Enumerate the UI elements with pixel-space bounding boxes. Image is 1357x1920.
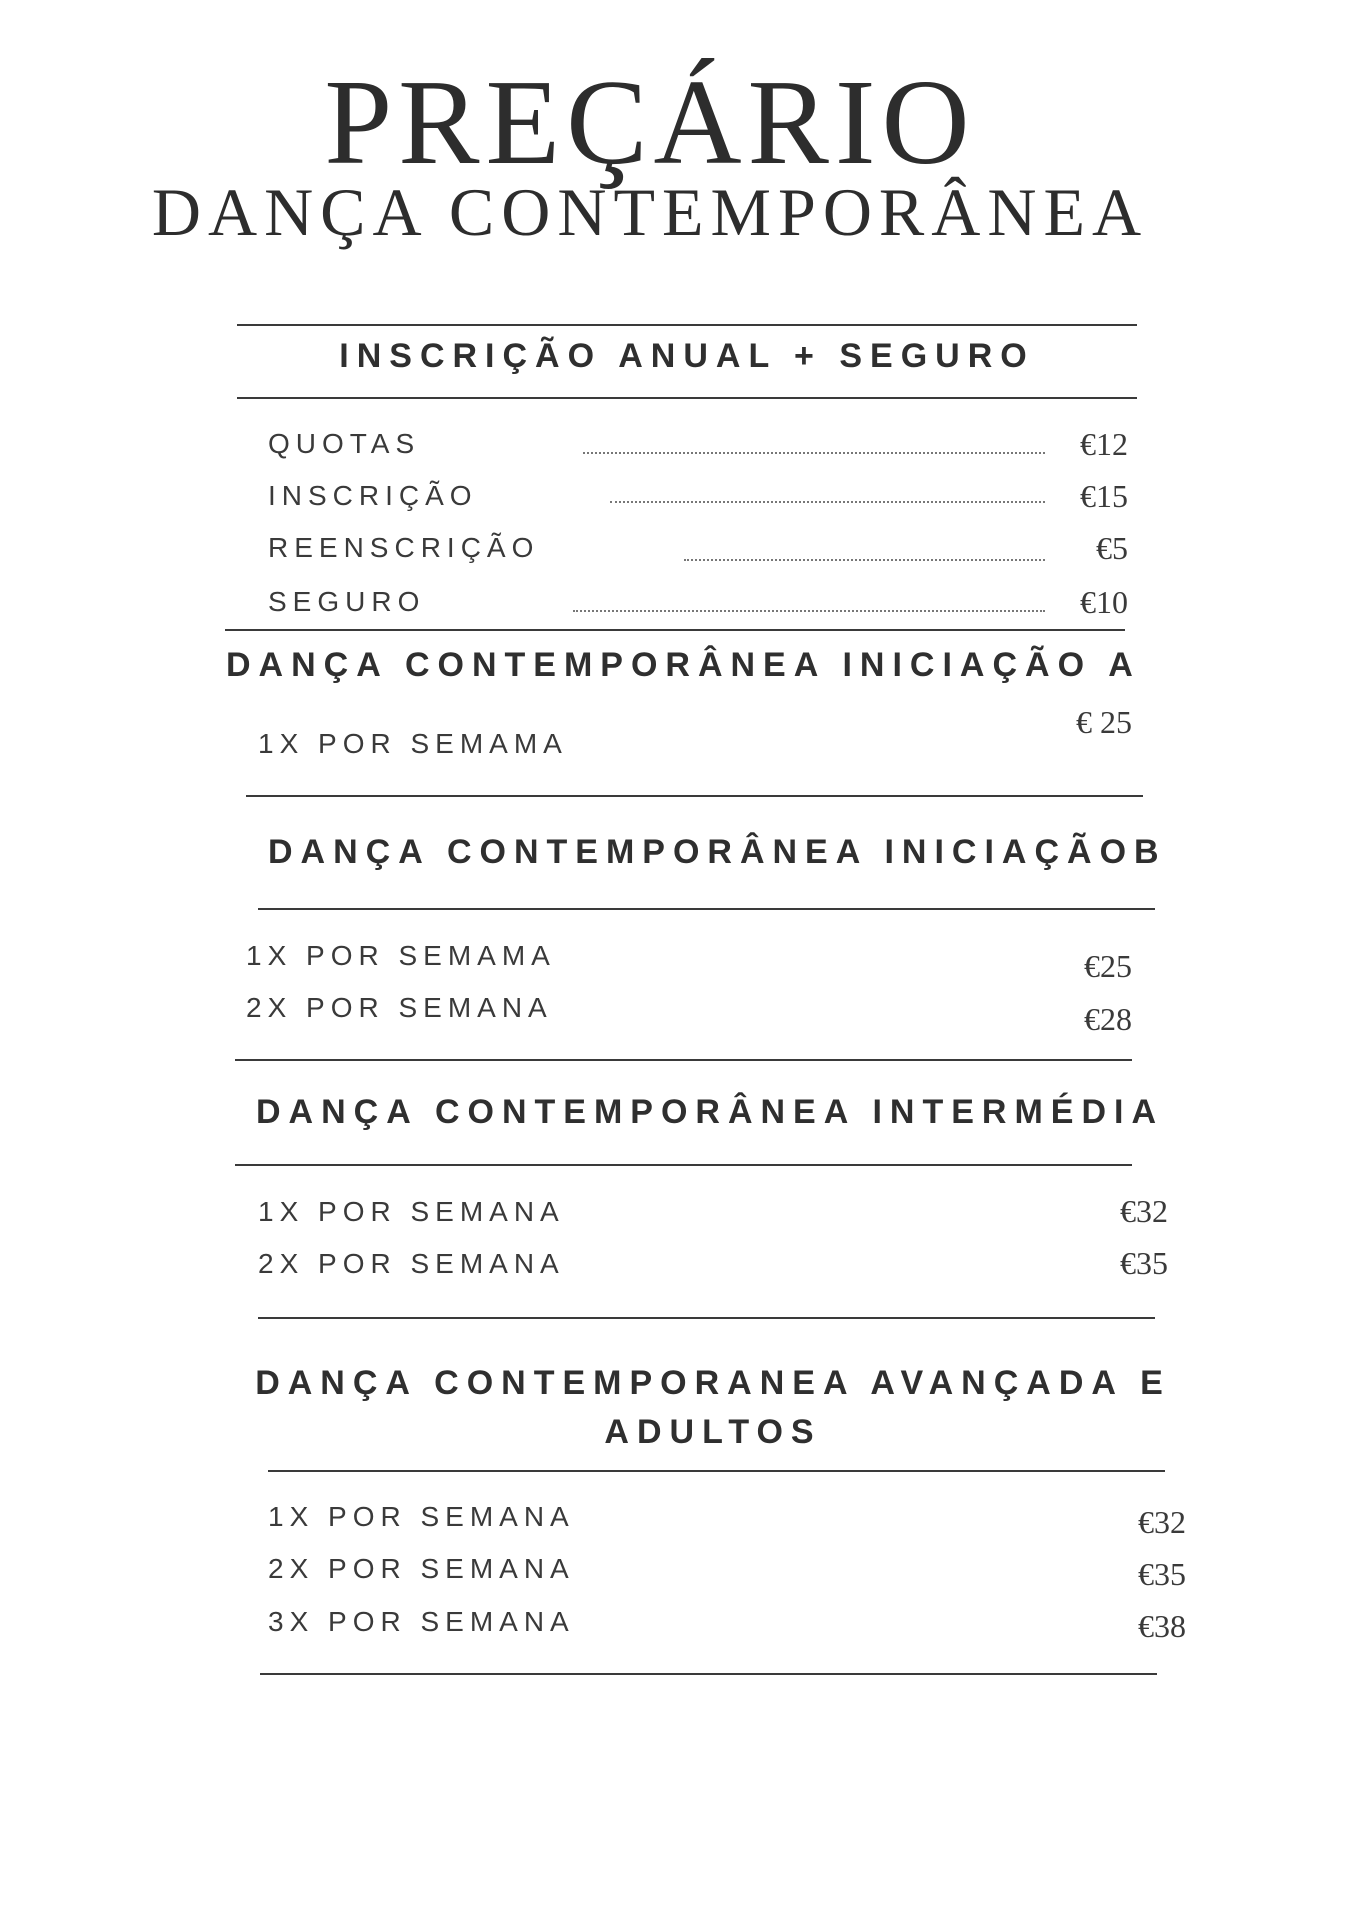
section-divider — [237, 324, 1137, 326]
section-divider — [235, 1059, 1132, 1061]
price-value-inscricao: €15 — [1080, 478, 1128, 514]
section-heading-avancada-line1: DANÇA CONTEMPORANEA AVANÇADA E — [255, 1364, 1171, 1402]
section-heading-iniciacao-b: DANÇA CONTEMPORÂNEA INICIAÇÃOB — [268, 833, 1167, 871]
price-value-iniciacao-b-2x: €28 — [1084, 1001, 1132, 1037]
price-label-avancada-3x: 3X POR SEMANA — [268, 1606, 575, 1637]
price-label-iniciacao-b-2x: 2X POR SEMANA — [246, 992, 553, 1023]
price-value-avancada-3x: €38 — [1138, 1608, 1186, 1644]
price-label-seguro: SEGURO — [268, 586, 426, 617]
page-subtitle: DANÇA CONTEMPORÂNEA — [151, 174, 1149, 250]
dot-leader — [684, 559, 1045, 561]
price-label-inscricao: INSCRIÇÃO — [268, 480, 478, 511]
price-value-seguro: €10 — [1080, 584, 1128, 620]
price-label-intermedia-1x: 1X POR SEMANA — [258, 1196, 565, 1227]
price-value-intermedia-1x: €32 — [1120, 1193, 1168, 1229]
section-divider — [268, 1470, 1165, 1472]
dot-leader — [583, 452, 1045, 454]
section-divider — [237, 397, 1137, 399]
dot-leader — [610, 501, 1045, 503]
section-heading-iniciacao-a: DANÇA CONTEMPORÂNEA INICIAÇÃO A — [226, 646, 1141, 684]
price-label-avancada-2x: 2X POR SEMANA — [268, 1553, 575, 1584]
section-heading-annual-registration: INSCRIÇÃO ANUAL + SEGURO — [339, 337, 1035, 375]
price-label-intermedia-2x: 2X POR SEMANA — [258, 1248, 565, 1279]
dot-leader — [573, 610, 1045, 612]
price-value-quotas: €12 — [1080, 426, 1128, 462]
price-label-iniciacao-a-1x: 1X POR SEMAMA — [258, 728, 568, 759]
section-divider — [260, 1673, 1157, 1675]
price-value-avancada-2x: €35 — [1138, 1556, 1186, 1592]
price-label-iniciacao-b-1x: 1X POR SEMAMA — [246, 940, 556, 971]
section-heading-intermedia: DANÇA CONTEMPORÂNEA INTERMÉDIA — [256, 1093, 1165, 1131]
section-divider — [258, 908, 1155, 910]
price-value-intermedia-2x: €35 — [1120, 1245, 1168, 1281]
price-value-iniciacao-a-1x: € 25 — [1076, 704, 1132, 740]
price-label-avancada-1x: 1X POR SEMANA — [268, 1501, 575, 1532]
price-value-reenscricao: €5 — [1096, 530, 1128, 566]
price-label-reenscricao: REENSCRIÇÃO — [268, 532, 540, 563]
page-title: PREÇÁRIO — [324, 55, 976, 190]
price-label-quotas: QUOTAS — [268, 428, 421, 459]
section-divider — [235, 1164, 1132, 1166]
section-divider — [225, 629, 1125, 631]
section-divider — [246, 795, 1143, 797]
section-heading-avancada-line2: ADULTOS — [604, 1413, 822, 1451]
section-divider — [258, 1317, 1155, 1319]
price-value-iniciacao-b-1x: €25 — [1084, 948, 1132, 984]
price-value-avancada-1x: €32 — [1138, 1504, 1186, 1540]
